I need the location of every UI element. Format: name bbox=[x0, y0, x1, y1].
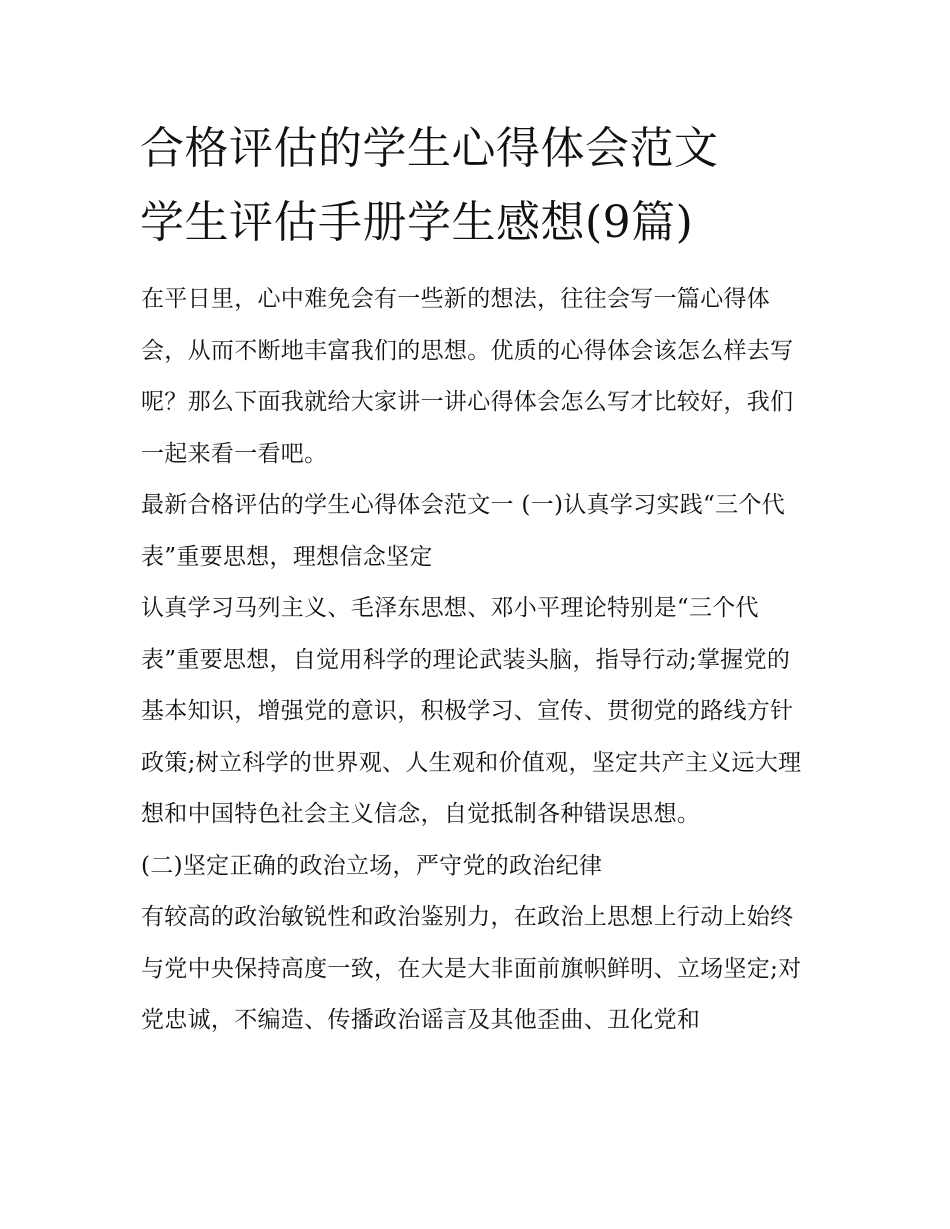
section-2-heading: (二)坚定正确的政治立场，严守党的政治纪律 bbox=[141, 852, 603, 879]
title-line-1: 合格评估的学生心得体会范文 bbox=[140, 123, 719, 174]
title-line-2: 学生评估手册学生感想(9篇) bbox=[140, 197, 694, 248]
section-1-paragraph: 认真学习马列主义、毛泽东思想、邓小平理论特别是“三个代表”重要思想，自觉用科学的理论武装头脑，指导行动;掌握党的基本知识，增强党的意识，积极学习、宣传、贯彻党的路线方针政策;树立科学的世界观、人生观和价值观，坚定共产主义远大理想和中国特色社会主义信念，自觉抵制各种错误思想。 bbox=[141, 595, 802, 827]
section-1-heading: 最新合格评估的学生心得体会范文一 (一)认真学习实践“三个代表”重要思想，理想信念坚定 bbox=[141, 492, 786, 570]
intro-paragraph: 在平日里，心中难免会有一些新的想法，往往会写一篇心得体会，从而不断地丰富我们的思想。优质的心得体会该怎么样去写呢？那么下面我就给大家讲一讲心得体会怎么写才比较好，我们一起来看一看吧。 bbox=[141, 286, 794, 467]
section-2-paragraph: 有较高的政治敏锐性和政治鉴别力，在政治上思想上行动上始终与党中央保持高度一致，在大是大非面前旗帜鲜明、立场坚定;对党忠诚，不编造、传播政治谣言及其他歪曲、丑化党和 bbox=[141, 904, 802, 1033]
page-title bbox=[140, 112, 830, 260]
document-body bbox=[141, 274, 813, 1047]
